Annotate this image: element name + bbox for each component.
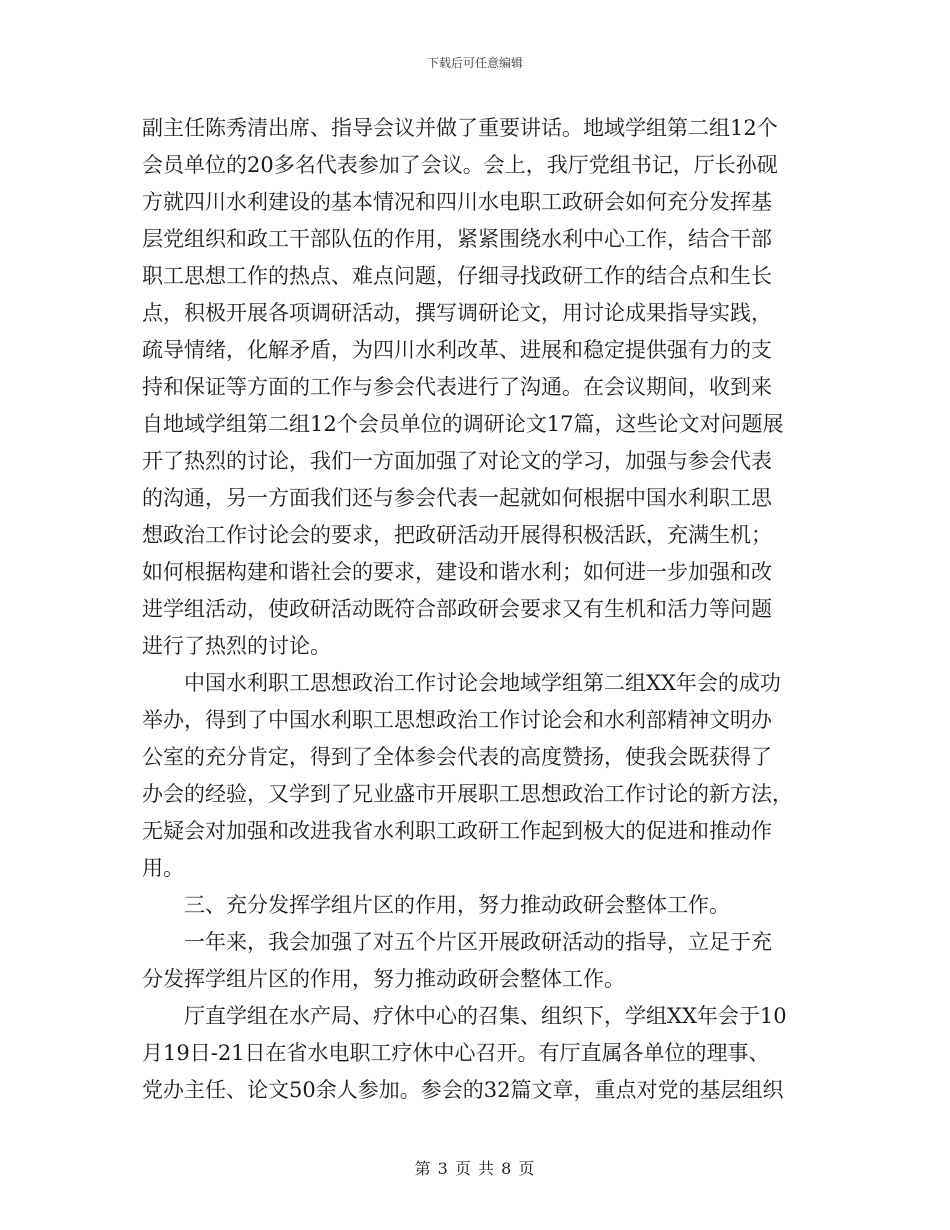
body-line: 举办，得到了中国水利职工思想政治工作讨论会和水利部精神文明办 [142,708,772,732]
body-line: 疏导情绪，化解矛盾，为四川水利改革、进展和稳定提供强有力的支 [142,338,772,362]
page-number: 第 3 页 共 8 页 [414,1159,536,1178]
body-line: 无疑会对加强和改进我省水利职工政研工作起到极大的促进和推动作 [142,819,772,843]
body-line: 的沟通，另一方面我们还与参会代表一起就如何根据中国水利职工思 [142,486,772,510]
body-line: 党办主任、论文50余人参加。参会的32篇文章，重点对党的基层组织 [142,1078,784,1102]
body-line: 自地域学组第二组12个会员单位的调研论文17篇，这些论文对问题展 [142,412,784,436]
paragraph-first-line: 厅直学组在水产局、疗休中心的召集、组织下，学组XX年会于10 [184,1004,787,1028]
body-line: 职工思想工作的热点、难点问题，仔细寻找政研工作的结合点和生长 [142,264,772,288]
body-line: 方就四川水利建设的基本情况和四川水电职工政研会如何充分发挥基 [142,190,772,214]
body-line: 点，积极开展各项调研活动，撰写调研论文，用讨论成果指导实践， [142,301,772,325]
page-header: 下载后可任意编辑 [426,56,523,70]
body-line: 月19日-21日在省水电职工疗休中心召开。有厅直属各单位的理事、 [142,1041,770,1065]
body-line: 进学组活动，使政研活动既符合部政研会要求又有生机和活力等问题 [142,597,772,621]
section-heading: 三、充分发挥学组片区的作用，努力推动政研会整体工作。 [184,893,730,917]
body-line: 进行了热烈的讨论。 [142,634,331,658]
body-line: 办会的经验，又学到了兄业盛市开展职工思想政治工作讨论的新方法， [142,782,793,806]
body-line: 副主任陈秀清出席、指导会议并做了重要讲话。地域学组第二组12个 [142,116,778,140]
body-line: 公室的充分肯定，得到了全体参会代表的高度赞扬，使我会既获得了 [142,745,772,769]
body-line: 开了热烈的讨论，我们一方面加强了对论文的学习，加强与参会代表 [142,449,772,473]
body-line: 持和保证等方面的工作与参会代表进行了沟通。在会议期间，收到来 [142,375,772,399]
body-line: 层党组织和政工干部队伍的作用，紧紧围绕水利中心工作，结合干部 [142,227,772,251]
paragraph-first-line: 中国水利职工思想政治工作讨论会地域学组第二组XX年会的成功 [184,671,781,695]
body-line: 用。 [142,856,184,880]
paragraph-first-line: 一年来，我会加强了对五个片区开展政研活动的指导，立足于充 [184,930,772,954]
body-line: 分发挥学组片区的作用，努力推动政研会整体工作。 [142,967,625,991]
body-line: 想政治工作讨论会的要求，把政研活动开展得积极活跃，充满生机； [142,523,772,547]
body-line: 会员单位的20多名代表参加了会议。会上，我厅党组书记，厅长孙砚 [142,153,778,177]
body-line: 如何根据构建和谐社会的要求，建设和谐水利；如何进一步加强和改 [142,560,772,584]
